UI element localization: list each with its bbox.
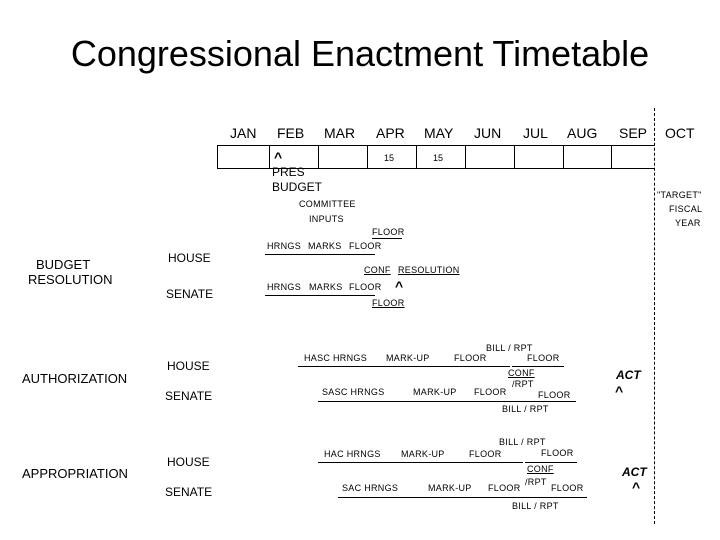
approp-house-bar xyxy=(318,462,523,463)
budget-house-marks: MARKS xyxy=(308,241,342,251)
date-may-15: 15 xyxy=(433,153,444,163)
approp-senate-bar xyxy=(338,497,523,498)
auth-bill-rpt-top: BILL / RPT xyxy=(486,343,533,353)
budget-house-bar xyxy=(265,254,375,255)
header-tick xyxy=(318,145,319,169)
auth-conf: CONF xyxy=(508,368,535,378)
approp-floor-right: FLOOR xyxy=(551,483,584,493)
auth-house-hrngs: HASC HRNGS xyxy=(304,353,368,363)
budget-conf: CONF xyxy=(364,265,391,275)
approp-house-label: HOUSE xyxy=(167,455,210,469)
approp-house-floor: FLOOR xyxy=(469,449,502,459)
approp-bill-rpt-bottom: BILL / RPT xyxy=(512,501,559,511)
date-apr-15: 15 xyxy=(384,153,395,163)
approp-senate-hrngs: SAC HRNGS xyxy=(342,483,399,493)
auth-senate-hrngs: SASC HRNGS xyxy=(322,387,385,397)
approp-bill-rpt-top: BILL / RPT xyxy=(499,437,546,447)
month-oct: OCT xyxy=(665,125,695,141)
month-mar: MAR xyxy=(324,125,356,141)
budget-label-line2: RESOLUTION xyxy=(28,272,113,287)
month-apr: APR xyxy=(376,125,405,141)
auth-rpt: /RPT xyxy=(512,379,534,389)
approp-conf-bar-top xyxy=(525,462,577,463)
auth-house-bar xyxy=(298,366,510,367)
header-tick xyxy=(465,145,466,169)
authorization-label: AUTHORIZATION xyxy=(22,371,128,386)
budget-caret: ^ xyxy=(395,278,404,294)
fiscal-year-boundary xyxy=(654,108,655,524)
auth-senate-floor: FLOOR xyxy=(474,387,507,397)
budget-senate-hrngs: HRNGS xyxy=(267,282,302,292)
approp-senate-floor: FLOOR xyxy=(488,483,521,493)
month-feb: FEB xyxy=(277,125,305,141)
budget-house-label: HOUSE xyxy=(168,251,211,265)
auth-act-caret: ^ xyxy=(615,383,624,399)
auth-floor-top: FLOOR xyxy=(527,353,560,363)
page-title: Congressional Enactment Timetable xyxy=(70,33,650,74)
header-rule-top xyxy=(217,145,654,146)
budget-house-floor-top: FLOOR xyxy=(372,227,405,237)
budget-senate-bar xyxy=(265,295,375,296)
header-tick xyxy=(269,145,270,169)
budget-label-line1: BUDGET xyxy=(36,257,91,272)
budget-senate-marks: MARKS xyxy=(309,282,343,292)
budget-house-floor: FLOOR xyxy=(349,241,382,251)
pres-budget-line2: BUDGET xyxy=(272,180,323,194)
approp-house-markup: MARK-UP xyxy=(401,449,445,459)
month-jun: JUN xyxy=(474,125,502,141)
header-tick xyxy=(611,145,612,169)
month-aug: AUG xyxy=(567,125,598,141)
approp-act-caret: ^ xyxy=(632,479,641,495)
committee-inputs-line2: INPUTS xyxy=(309,214,344,224)
auth-act: ACT xyxy=(616,368,641,382)
auth-senate-markup: MARK-UP xyxy=(413,387,457,397)
auth-house-markup: MARK-UP xyxy=(386,353,430,363)
appropriation-label: APPROPRIATION xyxy=(22,466,128,481)
auth-senate-label: SENATE xyxy=(165,389,213,403)
budget-senate-floor: FLOOR xyxy=(349,282,382,292)
approp-senate-markup: MARK-UP xyxy=(428,483,472,493)
approp-house-hrngs: HAC HRNGS xyxy=(324,449,381,459)
approp-conf-bar-bottom xyxy=(523,497,587,498)
header-tick xyxy=(514,145,515,169)
committee-inputs-line1: COMMITTEE xyxy=(299,199,356,209)
auth-house-floor: FLOOR xyxy=(454,353,487,363)
target-line3: YEAR xyxy=(675,218,701,228)
approp-rpt: /RPT xyxy=(525,477,547,487)
approp-conf: CONF xyxy=(527,464,554,474)
month-jan: JAN xyxy=(230,125,257,141)
auth-senate-bar xyxy=(318,401,508,402)
header-tick xyxy=(367,145,368,169)
header-tick xyxy=(416,145,417,169)
budget-house-hrngs: HRNGS xyxy=(267,241,302,251)
header-tick xyxy=(217,145,218,169)
approp-senate-label: SENATE xyxy=(165,485,213,499)
auth-conf-bar-bottom xyxy=(508,401,576,402)
budget-senate-floor-bottom: FLOOR xyxy=(372,298,405,308)
budget-senate-label: SENATE xyxy=(166,287,214,301)
auth-bill-rpt-bottom: BILL / RPT xyxy=(502,404,549,414)
pres-budget-caret: ^ xyxy=(274,149,283,165)
approp-floor-top: FLOOR xyxy=(541,448,574,458)
approp-act: ACT xyxy=(622,465,647,479)
month-sep: SEP xyxy=(619,125,648,141)
target-line1: "TARGET" xyxy=(657,190,702,200)
auth-floor-right: FLOOR xyxy=(538,390,571,400)
month-jul: JUL xyxy=(523,125,548,141)
budget-floor-bar xyxy=(372,238,402,239)
budget-resolution: RESOLUTION xyxy=(398,265,460,275)
target-line2: FISCAL xyxy=(669,204,703,214)
pres-budget-line1: PRES xyxy=(272,165,305,179)
month-may: MAY xyxy=(424,125,454,141)
auth-conf-bar-top xyxy=(512,366,564,367)
auth-house-label: HOUSE xyxy=(167,359,210,373)
header-tick xyxy=(563,145,564,169)
